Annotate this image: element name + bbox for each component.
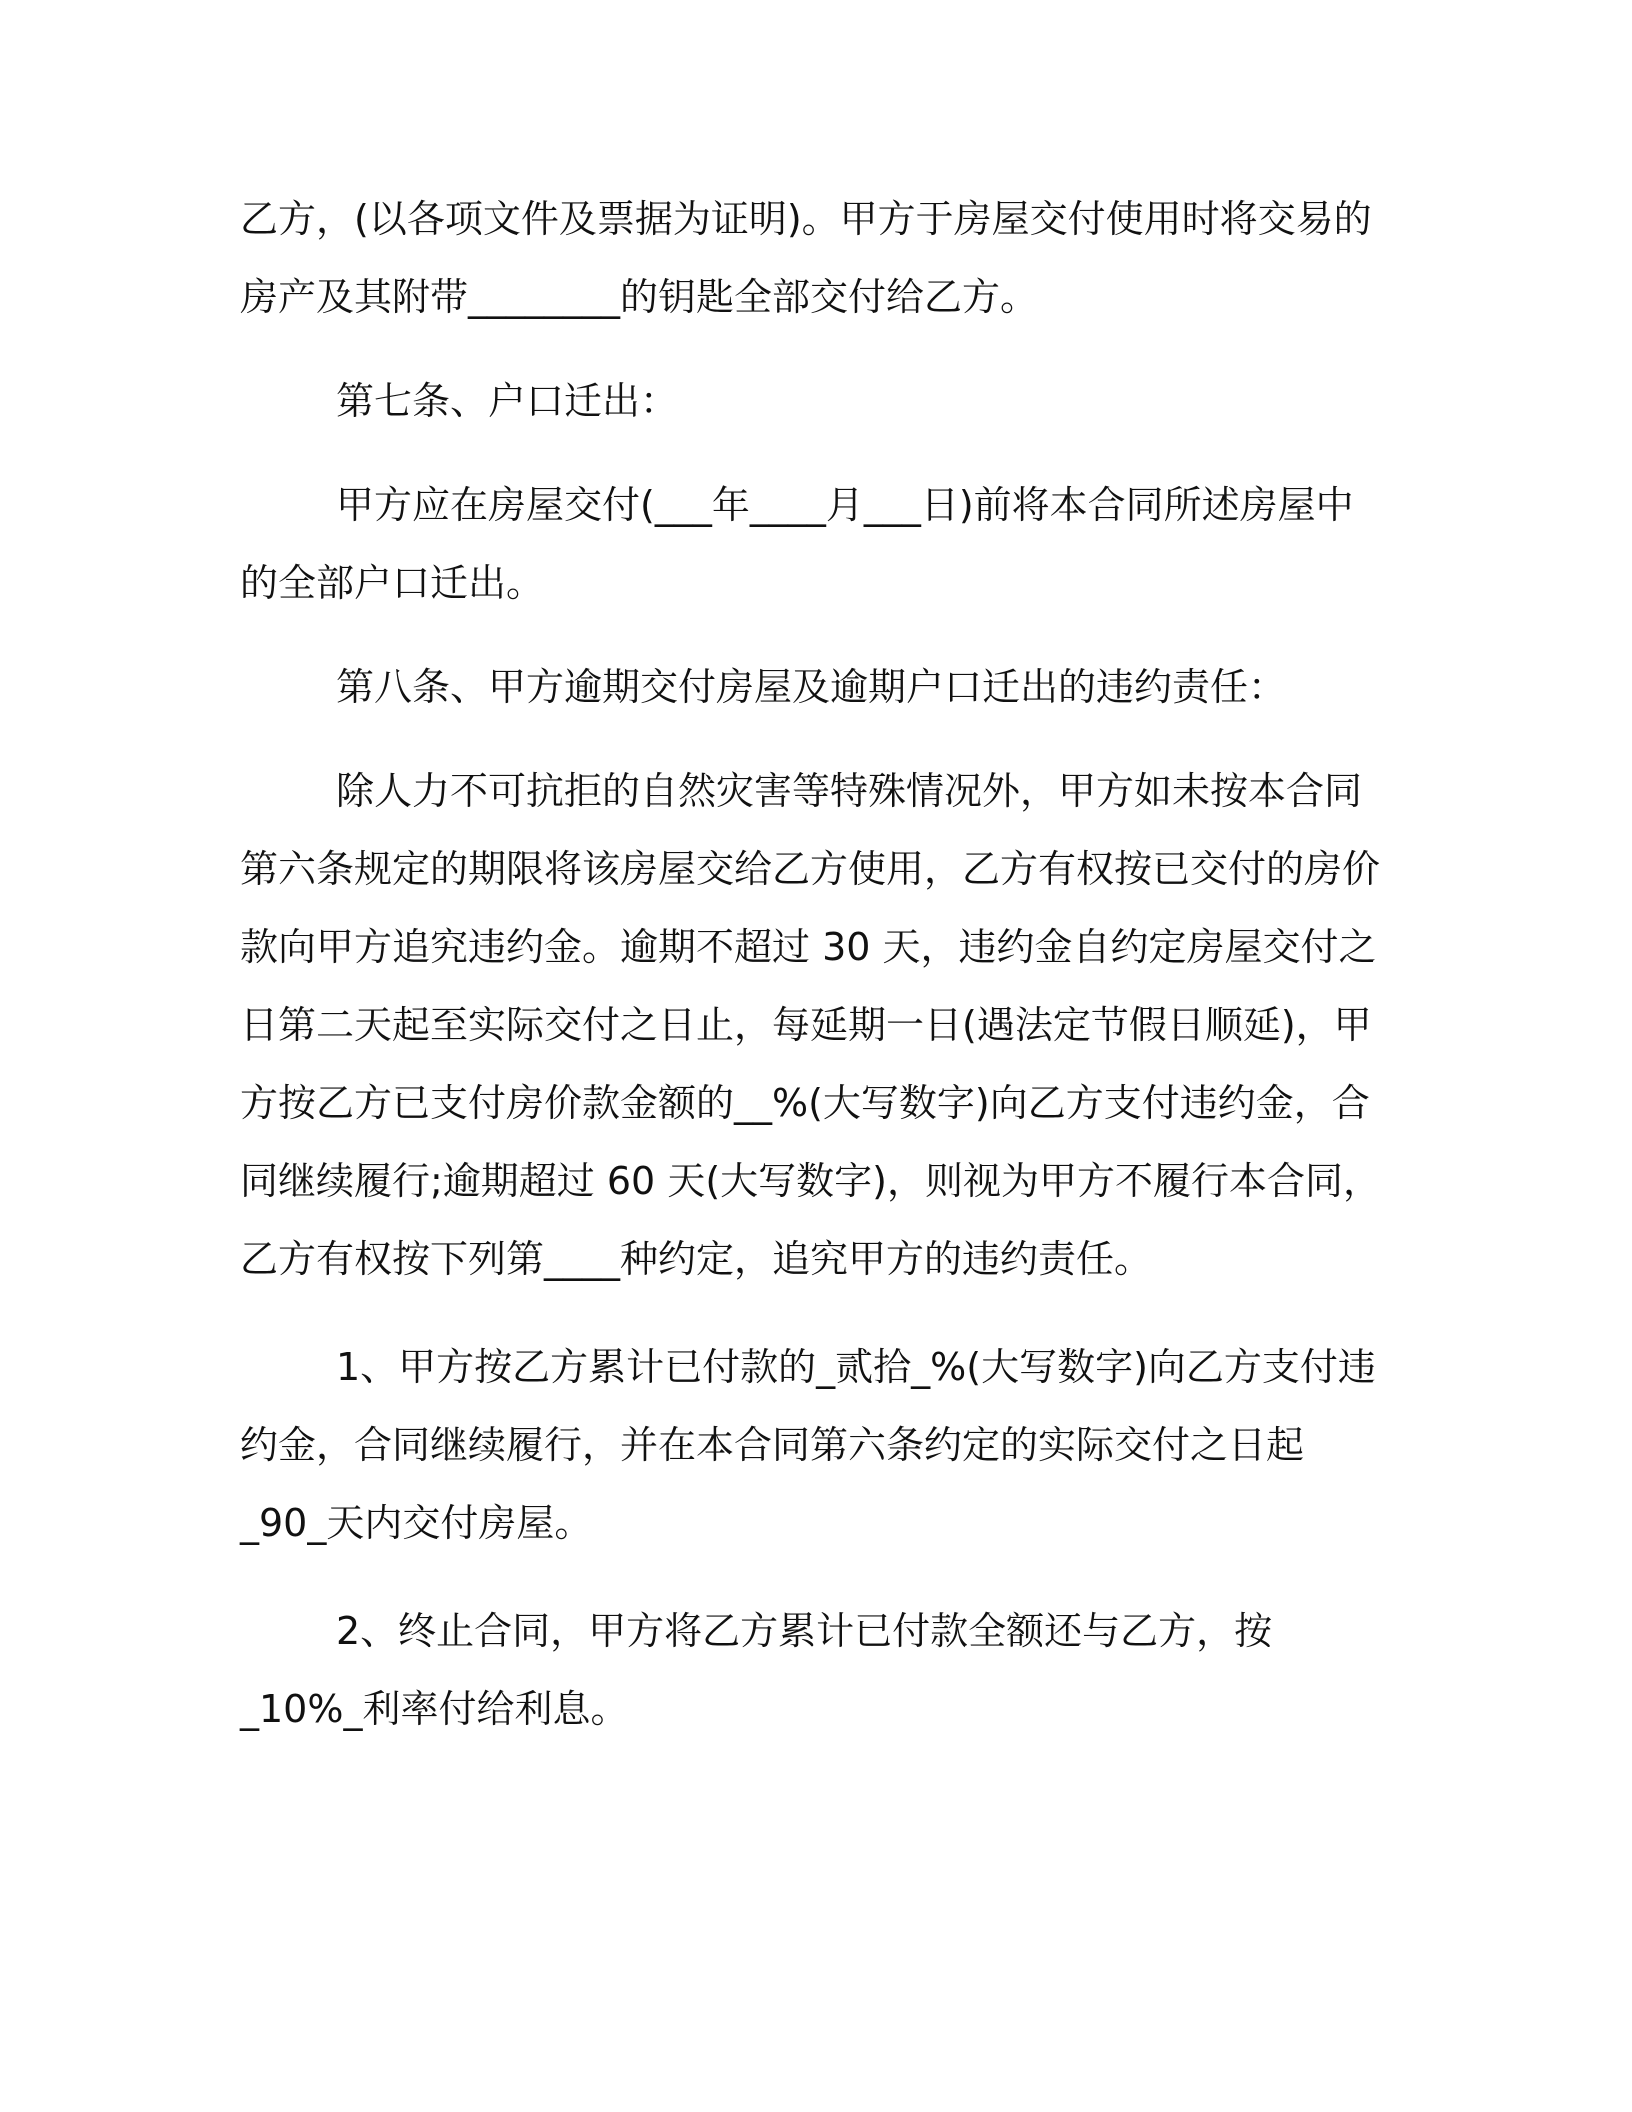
article-8-heading: 第八条、甲方逾期交付房屋及逾期户口迁出的违约责任：: [336, 665, 1287, 709]
article-8-option-2: 2、终止合同，甲方将乙方累计已付款全额还与乙方，按_10%_利率付给利息。: [240, 1609, 1273, 1731]
article-8-option-1: 1、甲方按乙方累计已付款的_贰拾_%(大写数字)向乙方支付违约金，合同继续履行，并在本合同第六条约定的实际交付之日起_90_天内交付房屋。: [240, 1345, 1376, 1545]
article-8-body: 除人力不可抗拒的自然灾害等特殊情况外，甲方如未按本合同第六条规定的期限将该房屋交给乙方使用，乙方有权按已交付的房价款向甲方追究违约金。逾期不超过 30 天，违约金自约定房屋交付之日第二天起至实际交付之日止，每延期一日(遇法定节假日顺延)，甲方按乙方已支付房价款金额的__%(大写数字)向乙方支付违约金，合同继续履行;逾期超过 60 天(大写数字)，则视为甲方不履行本合同，乙方有权按下列第____种约定，追究甲方的违约责任。: [240, 769, 1381, 1281]
document-body: [240, 180, 1390, 1748]
article-7-body: 甲方应在房屋交付(___年____月___日)前将本合同所述房屋中的全部户口迁出。: [240, 483, 1354, 605]
article-7-heading: 第七条、户口迁出：: [336, 379, 679, 423]
paragraph-continuation: 乙方，(以各项文件及票据为证明)。甲方于房屋交付使用时将交易的房产及其附带________的钥匙全部交付给乙方。: [240, 197, 1372, 319]
